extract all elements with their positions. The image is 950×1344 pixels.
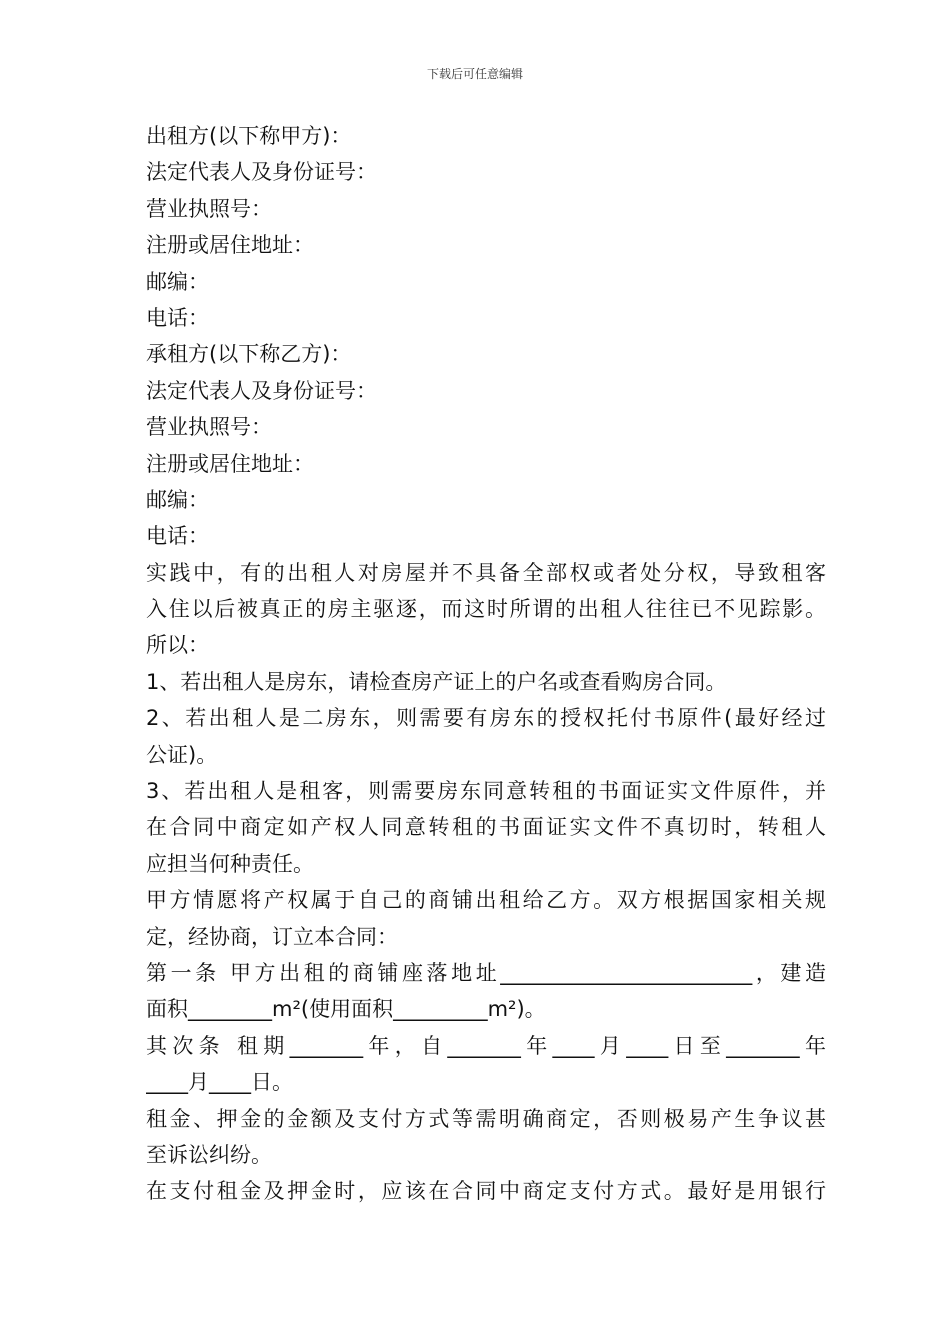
document-line: 电话： [146,305,209,330]
document-line: 注册或居住地址： [146,233,314,258]
document-line: 应担当何种责任。 [146,851,314,876]
document-line: 在合同中商定如产权人同意转租的书面证实文件不真切时，转租人 [146,815,826,840]
document-line: 其次条 租期_______年，自_______年____月____日至_______年 [146,1033,826,1058]
document-line: 承租方(以下称乙方)： [146,342,352,367]
document-line: 3、若出租人是租客，则需要房东同意转租的书面证实文件原件，并 [146,779,826,804]
document-line: 1、若出租人是房东，请检查房产证上的户名或查看购房合同。 [146,669,727,694]
document-line: 第一条 甲方出租的商铺座落地址________________________，建造 [146,960,826,985]
document-line: 所以： [146,633,209,658]
document-line: 面积________m²(使用面积_________m²)。 [146,997,546,1022]
document-line: 营业执照号： [146,415,272,440]
document-line: 2、若出租人是二房东，则需要有房东的授权托付书原件(最好经过 [146,706,826,731]
document-line: 在支付租金及押金时，应该在合同中商定支付方式。最好是用银行 [146,1179,826,1204]
page-header: 下载后可任意编辑 [426,67,523,81]
document-line: 至诉讼纠纷。 [146,1142,272,1167]
document-line: 邮编： [146,487,209,512]
document-line: 电话： [146,524,209,549]
document-line: 邮编： [146,269,209,294]
document-line: 法定代表人及身份证号： [146,160,377,185]
document-line: 入住以后被真正的房主驱逐，而这时所谓的出租人往往已不见踪影。 [146,597,826,622]
document-line: 甲方情愿将产权属于自己的商铺出租给乙方。双方根据国家相关规 [146,888,826,913]
document-line: 公证)。 [146,742,218,767]
document-line: 实践中，有的出租人对房屋并不具备全部权或者处分权，导致租客 [146,560,826,585]
document-body [146,118,826,1210]
document-line: 营业执照号： [146,196,272,221]
document-line: 法定代表人及身份证号： [146,378,377,403]
document-line: ____月____日。 [146,1070,293,1095]
document-line: 租金、押金的金额及支付方式等需明确商定，否则极易产生争议甚 [146,1106,826,1131]
document-line: 注册或居住地址： [146,451,314,476]
document-line: 出租方(以下称甲方)： [146,124,352,148]
document-line: 定，经协商，订立本合同： [146,924,398,949]
